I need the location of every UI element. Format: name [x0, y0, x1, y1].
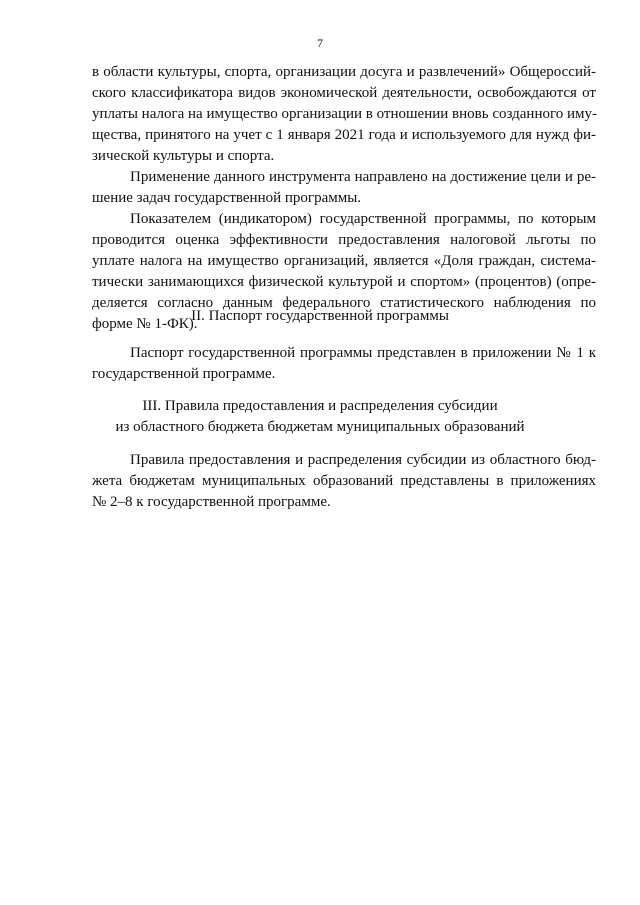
paragraph-line: № 2–8 к государственной программе.: [92, 494, 331, 510]
paragraph-line: Паспорт государственной программы представлен в приложении № 1 к: [130, 345, 596, 361]
paragraph-line: Применение данного инструмента направлено на достижение цели и ре-: [130, 169, 596, 185]
paragraph-line: тически занимающихся физической культурой и спортом» (процентов) (опре-: [92, 274, 596, 290]
paragraph-line: жета бюджетам муниципальных образований представлены в приложениях: [92, 473, 596, 489]
page-number: 7: [317, 36, 323, 50]
paragraph-line: зической культуры и спорта.: [92, 148, 275, 164]
paragraph-line: Показателем (индикатором) государственной программы, по которым: [130, 211, 596, 227]
paragraph-line: в области культуры, спорта, организации досуга и развлечений» Общероссий-: [92, 64, 596, 80]
paragraph-line: уплате налога на имущество организаций, является «Доля граждан, система-: [92, 253, 596, 269]
section-heading: из областного бюджета бюджетам муниципальных образований: [115, 419, 525, 435]
paragraph-line: деляется согласно данным федерального статистического наблюдения по: [92, 295, 596, 311]
paragraph-line: Правила предоставления и распределения субсидии из областного бюд-: [130, 452, 596, 468]
paragraph-line: проводится оценка эффективности предоставления налоговой льготы по: [92, 232, 596, 248]
paragraph-line: ского классификатора видов экономической деятельности, освобождаются от: [92, 85, 596, 101]
paragraph-line: государственной программе.: [92, 366, 276, 382]
section-heading: II. Паспорт государственной программы: [191, 308, 449, 324]
paragraph-line: шение задач государственной программы.: [92, 190, 362, 206]
paragraph-line: форме № 1-ФК).: [92, 316, 198, 332]
paragraph-line: уплаты налога на имущество организации в отношении вновь созданного иму-: [92, 106, 598, 122]
section-heading: III. Правила предоставления и распределения субсидии: [142, 398, 498, 414]
paragraph-line: щества, принятого на учет с 1 января 2021 года и используемого для нужд фи-: [92, 127, 596, 143]
